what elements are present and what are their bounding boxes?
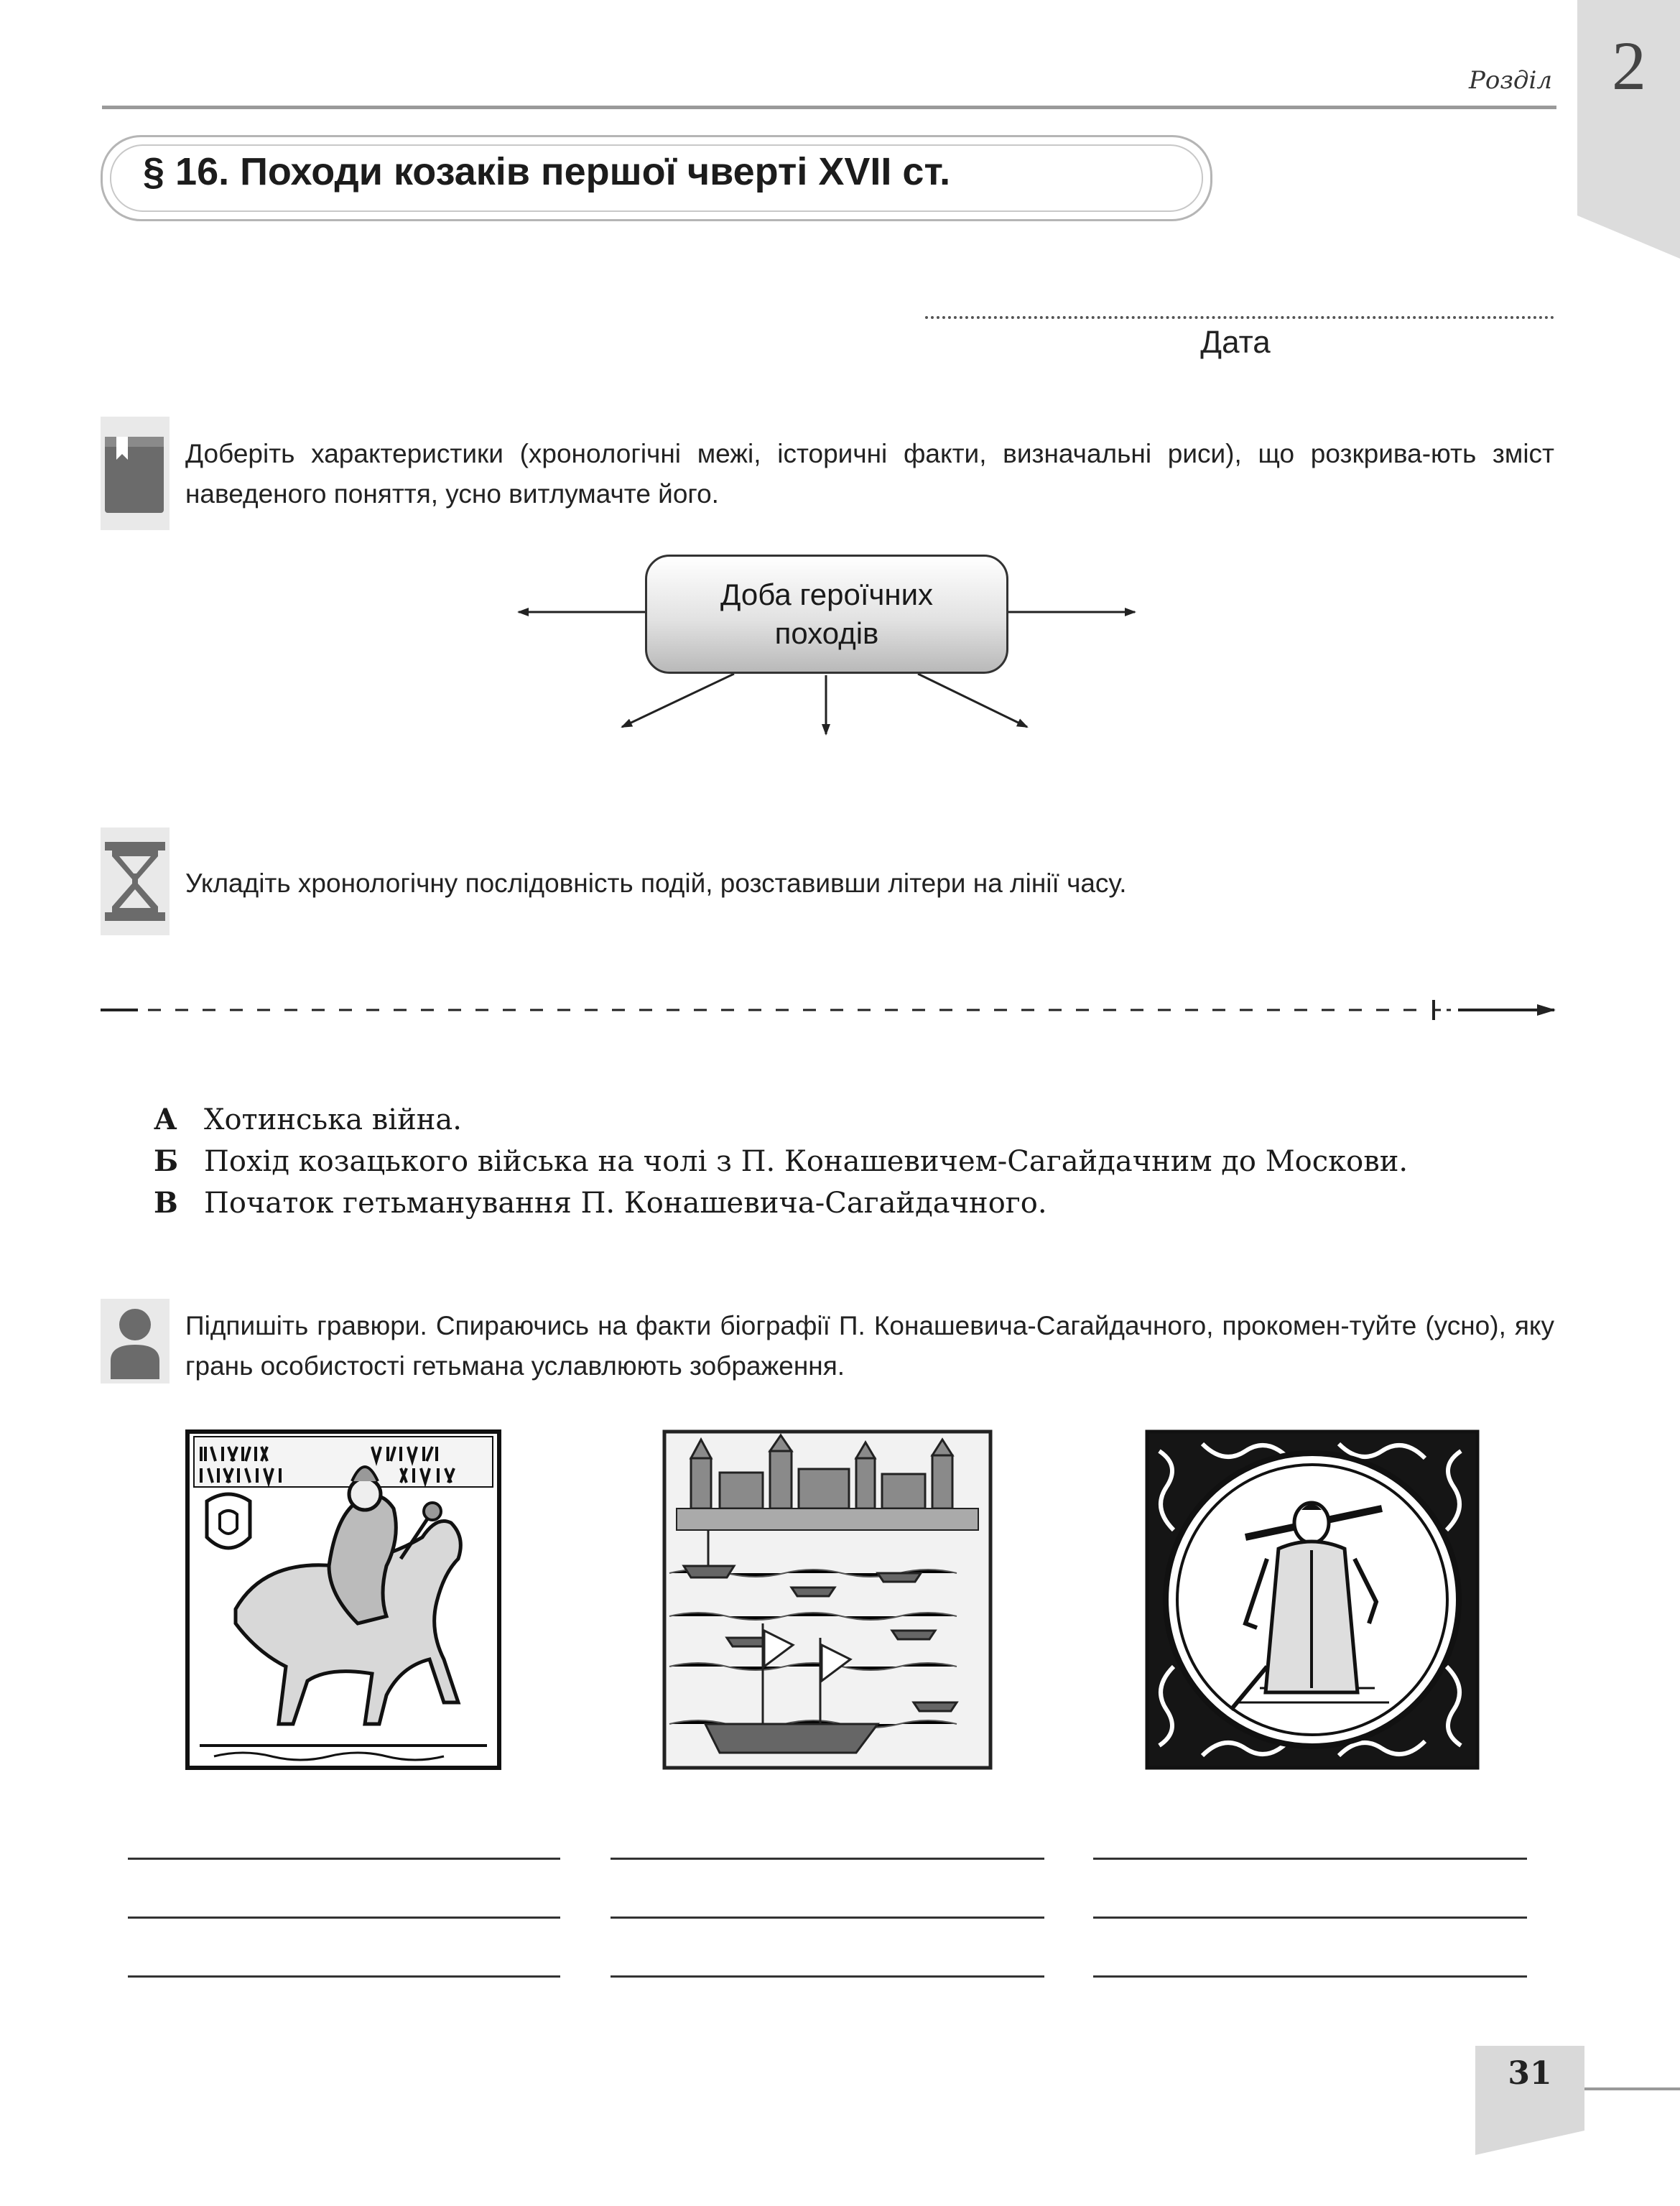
concept-box (645, 555, 1008, 674)
chapter-number: 2 (1612, 27, 1646, 104)
event-text: Похід козацького війська на чолі з П. Конашевичем-Сагайдачним до Москови. (204, 1145, 1408, 1178)
event-list (154, 1099, 1554, 1224)
timeline[interactable] (101, 991, 1566, 1027)
concept-text: Доба героїчних походів (720, 578, 934, 650)
task-1-instruction: Доберіть характеристики (хронологічні межі, історичні факти, визначальні риси), що розкрива-ють зміст наведеного поняття, усно витлумачте його. (185, 439, 1554, 509)
answer-line[interactable] (611, 1975, 1044, 1978)
person-icon (101, 1299, 170, 1384)
answer-line[interactable] (1093, 1975, 1527, 1978)
hourglass-icon (101, 828, 170, 935)
page-tab (1475, 2102, 1584, 2155)
naval-battle-engraving (662, 1429, 993, 1770)
task-2-instruction: Укладіть хронологічну послідовність подій, розставивши літери на лінії часу. (185, 868, 1127, 898)
date-input-line[interactable] (925, 316, 1554, 319)
horseman-engraving (185, 1429, 501, 1770)
page-rule (1584, 2087, 1680, 2090)
section-title-frame (101, 135, 1212, 221)
arrow-bottom-left (622, 674, 734, 727)
event-text: Початок гетьманування П. Конашевича-Сагайдачного. (204, 1187, 1047, 1220)
answer-line[interactable] (128, 1975, 560, 1978)
event-text: Хотинська війна. (204, 1103, 462, 1136)
task-3-instruction: Підпишіть гравюри. Спираючись на факти біографії П. Конашевича-Сагайдачного, прокомен-туйте (усно), яку грань особистості гетьмана уславлюють зображення. (185, 1311, 1554, 1381)
book-icon (101, 417, 170, 530)
event-letter: А (154, 1103, 177, 1136)
page-number: 31 (1508, 2055, 1552, 2092)
section-title: § 16. Походи козаків першої чверті XVII ст. (143, 150, 951, 193)
answer-line[interactable] (611, 1858, 1044, 1860)
chapter-label: Розділ (1469, 66, 1552, 95)
list-item (154, 1099, 1554, 1141)
answer-line[interactable] (128, 1917, 560, 1919)
answer-line[interactable] (611, 1917, 1044, 1919)
answer-line[interactable] (128, 1858, 560, 1860)
answer-line[interactable] (1093, 1917, 1527, 1919)
arrow-bottom-right (918, 674, 1027, 727)
answer-line[interactable] (1093, 1858, 1527, 1860)
header-rule (102, 106, 1556, 109)
event-letter: Б (154, 1144, 179, 1178)
cossack-portrait-engraving (1145, 1429, 1480, 1770)
list-item (154, 1182, 1554, 1224)
event-letter: В (154, 1186, 178, 1220)
list-item (154, 1141, 1554, 1182)
date-label: Дата (1200, 325, 1271, 360)
